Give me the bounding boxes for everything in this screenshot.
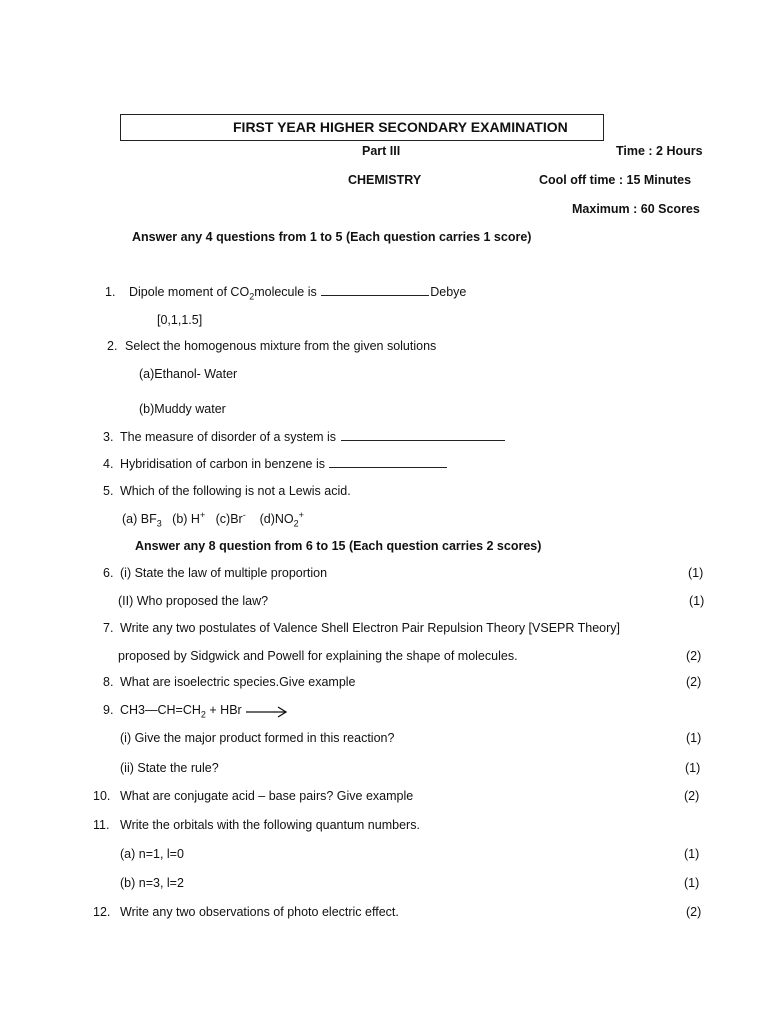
subject-label: CHEMISTRY — [348, 173, 422, 187]
q3-number: 3. — [103, 430, 114, 444]
q12-number: 12. — [93, 905, 111, 919]
q11-score-a: (1) — [684, 847, 700, 861]
q6-score1: (1) — [688, 566, 704, 580]
q9-number: 9. — [103, 703, 114, 717]
q4-number: 4. — [103, 457, 114, 471]
q4-text: Hybridisation of carbon in benzene is — [120, 456, 448, 472]
time-label: Time : 2 Hours — [616, 144, 703, 158]
reaction-arrow-icon — [245, 705, 289, 719]
q1-blank — [321, 284, 429, 296]
q2-text: Select the homogenous mixture from the given solutions — [125, 339, 437, 353]
q1-options: [0,1,1.5] — [157, 313, 203, 327]
q8-number: 8. — [103, 675, 114, 689]
q5-number: 5. — [103, 484, 114, 498]
maximum-label: Maximum : 60 Scores — [572, 202, 700, 216]
q6-score2: (1) — [689, 594, 705, 608]
q3-blank — [341, 429, 505, 441]
q10-number: 10. — [93, 789, 111, 803]
q2-option-b: (b)Muddy water — [139, 402, 226, 416]
q5-text: Which of the following is not a Lewis acid. — [120, 484, 351, 498]
q9-part2: (ii) State the rule? — [120, 761, 219, 775]
q8-score: (2) — [686, 675, 702, 689]
section2-instruction: Answer any 8 question from 6 to 15 (Each question carries 2 scores) — [135, 539, 542, 553]
q6-number: 6. — [103, 566, 114, 580]
section1-instruction: Answer any 4 questions from 1 to 5 (Each question carries 1 score) — [132, 230, 532, 244]
q2-option-a: (a)Ethanol- Water — [139, 367, 238, 381]
q11-score-b: (1) — [684, 876, 700, 890]
q7-line2: proposed by Sidgwick and Powell for explaining the shape of molecules. — [118, 649, 518, 663]
q10-score: (2) — [684, 789, 700, 803]
q1-number: 1. — [105, 285, 116, 299]
q6-part1: (i) State the law of multiple proportion — [120, 566, 328, 580]
q12-text: Write any two observations of photo electric effect. — [120, 905, 399, 919]
q6-part2: (II) Who proposed the law? — [118, 594, 269, 608]
q7-line1: Write any two postulates of Valence Shell Electron Pair Repulsion Theory [VSEPR Theory] — [120, 621, 621, 635]
q11-option-b: (b) n=3, l=2 — [120, 876, 184, 890]
q5-options: (a) $BF_3$ (b) H+ (c)Br- $(d)NO_2^+$ — [122, 509, 304, 529]
q1-text: Dipole moment of $CO_2molecule$ is Debye — [129, 285, 467, 302]
q7-number: 7. — [103, 621, 114, 635]
exam-title: FIRST YEAR HIGHER SECONDARY EXAMINATION — [233, 119, 568, 135]
q7-score: (2) — [686, 649, 702, 663]
q9-score2: (1) — [685, 761, 701, 775]
cool-off-label: Cool off time : 15 Minutes — [539, 173, 692, 187]
q9-equation: $CH3—CH=CH_2$ + HBr — [120, 703, 242, 720]
exam-title-box — [120, 114, 604, 141]
q9-part1: (i) Give the major product formed in this reaction? — [120, 731, 395, 745]
q10-text: What are conjugate acid – base pairs? Give example — [120, 789, 414, 803]
q3-text: The measure of disorder of a system is — [120, 429, 506, 445]
q8-text: What are isoelectric species.Give example — [120, 675, 356, 689]
q2-number: 2. — [107, 339, 118, 353]
q9-score1: (1) — [686, 731, 702, 745]
q4-blank — [329, 456, 447, 468]
q11-text: Write the orbitals with the following quantum numbers. — [120, 818, 420, 832]
q12-score: (2) — [686, 905, 702, 919]
q11-option-a: (a) n=1, l=0 — [120, 847, 184, 861]
q11-number: 11. — [93, 818, 110, 832]
part-label: Part III — [362, 144, 401, 158]
